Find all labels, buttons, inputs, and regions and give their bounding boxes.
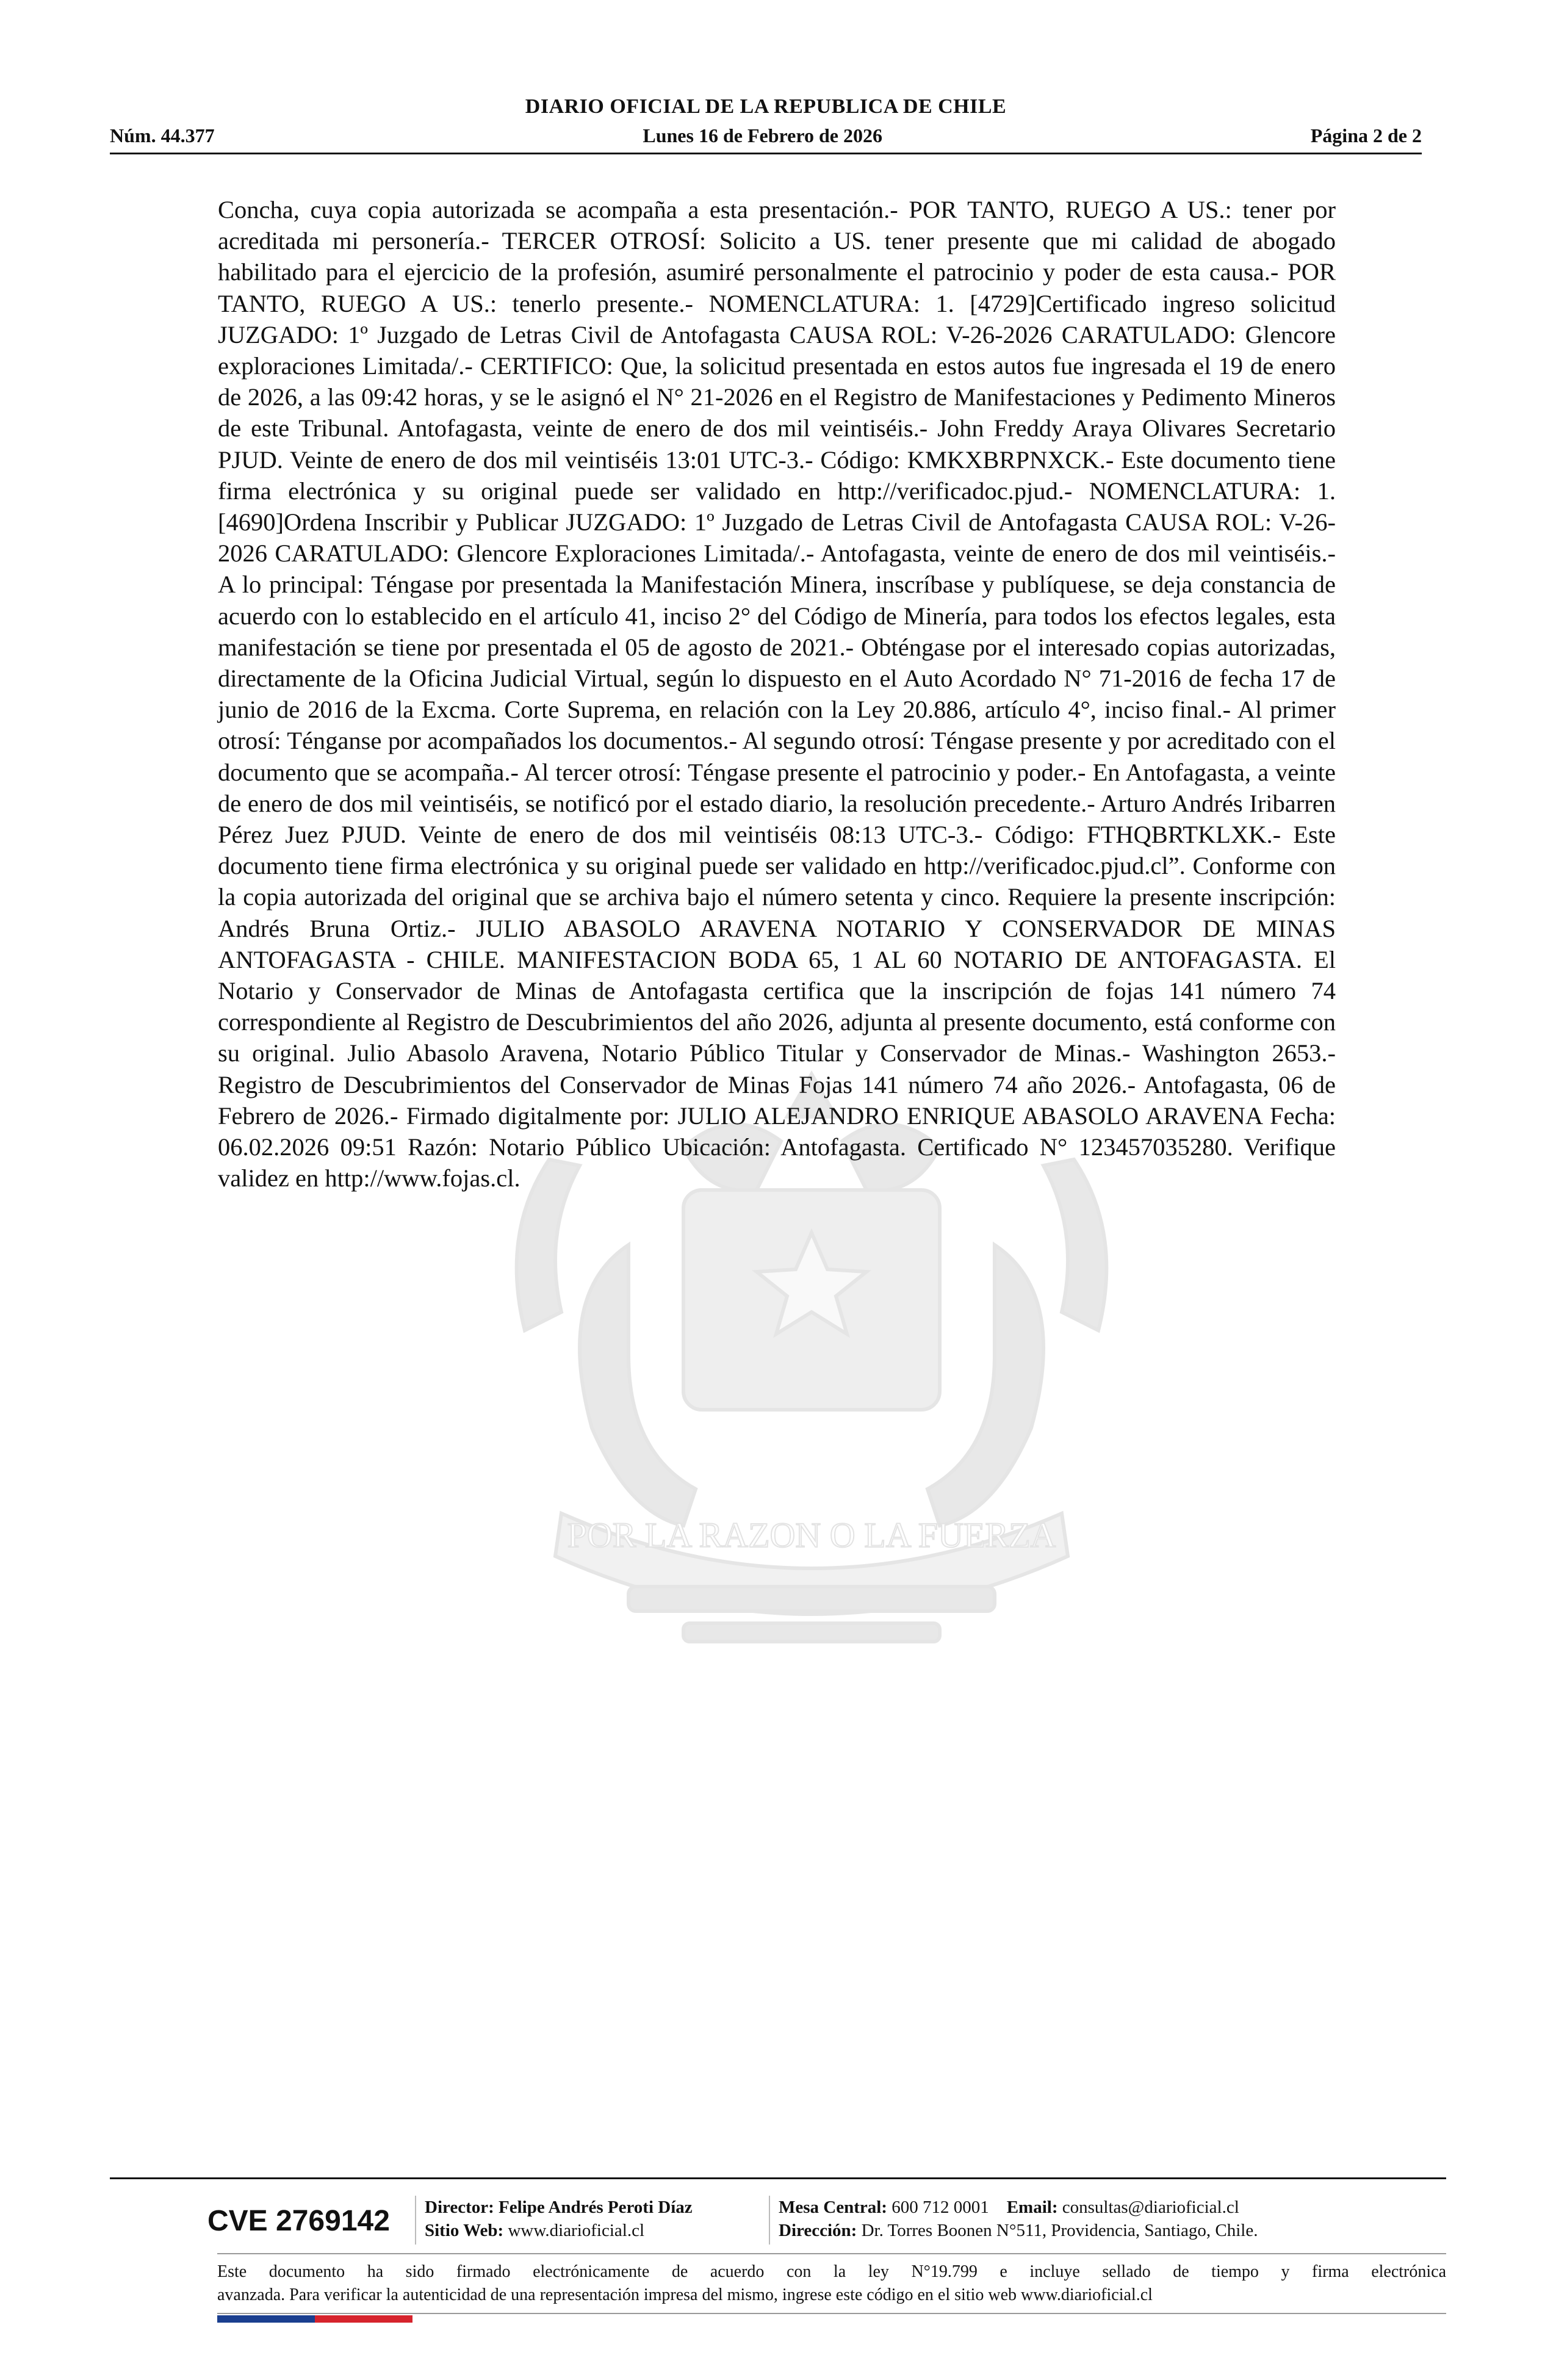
email-label: Email: [1006, 2198, 1058, 2217]
electronic-signature-notice [217, 2260, 1446, 2307]
director-block [425, 2196, 693, 2242]
notice-line-1: Este documento ha sido firmado electrónicamente de acuerdo con la ley N°19.799 e incluye sellado de tiempo y firma electrónica [217, 2262, 1446, 2281]
footer-divider [217, 2313, 1446, 2314]
issue-date: Lunes 16 de Febrero de 2026 [643, 124, 882, 146]
phone-number: 600 712 0001 [891, 2198, 989, 2217]
page-header [110, 92, 1422, 159]
footer-divider [217, 2253, 1446, 2254]
flag-stripe [217, 2315, 412, 2323]
header-divider [110, 153, 1422, 154]
page-number: Página 2 de 2 [1310, 124, 1422, 146]
phone-label: Mesa Central: [779, 2198, 887, 2217]
website-link[interactable]: www.diarioficial.cl [508, 2221, 645, 2240]
issue-number: Núm. 44.377 [110, 124, 215, 146]
director-label: Director: [425, 2198, 494, 2217]
document-body: Concha, cuya copia autorizada se acompaña a esta presentación.- POR TANTO, RUEGO A US.: tener por acreditada mi personería.- TERCER OTROSÍ: Solicito a US. tener presente que mi calidad de abogado habilitado para el ejercicio de la profesión, asumiré personalmente el patrocinio y poder de esta causa.- POR TANTO, RUEGO A US.: tenerlo presente.- NOMENCLATURA: 1. [4729]Certificado ingreso solicitud JUZGADO: 1º Juzgado de Letras Civil de Antofagasta CAUSA ROL: V-26-2026 CARATULADO: Glencore exploraciones Limitada/.- CERTIFICO: Que, la solicitud presentada en estos autos fue ingresada el 19 de enero de 2026, a las 09:42 horas, y se le asignó el N° 21-2026 en el Registro de Manifestaciones y Pedimento Mineros de este Tribunal. Antofagasta, veinte de enero de dos mil veintiséis.- John Freddy Araya Olivares Secretario PJUD. Veinte de enero de dos mil veintiséis 13:01 UTC-3.- Código: KMKXBRPNXCK.- Este documento tiene firma electrónica y su original puede ser validado en http://verificadoc.pjud.- NOMENCLATURA: 1. [4690]Ordena Inscribir y Publicar JUZGADO: 1º Juzgado de Letras Civil de Antofagasta CAUSA ROL: V-26-2026 CARATULADO: Glencore Exploraciones Limitada/.- Antofagasta, veinte de enero de dos mil veintiséis.- A lo principal: Téngase por presentada la Manifestación Minera, inscríbase y publíquese, se deja constancia de acuerdo con lo establecido en el artículo 41, inciso 2° del Código de Minería, para todos los efectos legales, esta manifestación se tiene por presentada el 05 de agosto de 2021.- Obténgase por el interesado copias autorizadas, directamente de la Oficina Judicial Virtual, según lo dispuesto en el Auto Acordado N° 71-2016 de fecha 17 de junio de 2016 de la Excma. Corte Suprema, en relación con la Ley 20.886, artículo 4°, inciso final.- Al primer otrosí: Ténganse por acompañados los documentos.- Al segundo otrosí: Téngase presente y por acreditado con el documento que se acompaña.- Al tercer otrosí: Téngase presente el patrocinio y poder.- En Antofagasta, a veinte de enero de dos mil veintiséis, se notificó por el estado diario, la resolución precedente.- Arturo Andrés Iribarren Pérez Juez PJUD. Veinte de enero de dos mil veintiséis 08:13 UTC-3.- Código: FTHQBRTKLXK.- Este documento tiene firma electrónica y su original puede ser validado en http://verificadoc.pjud.cl”. Conforme con la copia autorizada del original que se archiva bajo el número setenta y cinco. Requiere la presente inscripción: Andrés Bruna Ortiz.- JULIO ABASOLO ARAVENA NOTARIO Y CONSERVADOR DE MINAS ANTOFAGASTA - CHILE. MANIFESTACION BODA 65, 1 AL 60 NOTARIO DE ANTOFAGASTA. El Notario y Conservador de Minas de Antofagasta certifica que la inscripción de fojas 141 número 74 correspondiente al Registro de Descubrimientos del año 2026, adjunta al presente documento, está conforme con su original. Julio Abasolo Aravena, Notario Público Titular y Conservador de Minas.- Washington 2653.- Registro de Descubrimientos del Conservador de Minas Fojas 141 número 74 año 2026.- Antofagasta, 06 de Febrero de 2026.- Firmado digitalmente por: JULIO ALEJANDRO ENRIQUE ABASOLO ARAVENA Fecha: 06.02.2026 09:51 Razón: Notario Público Ubicación: Antofagasta. Certificado N° 123457035280. Verifique validez en http://www.fojas.cl. [218, 196, 1336, 1192]
flag-stripe-blue [217, 2315, 315, 2323]
director-name: Felipe Andrés Peroti Díaz [499, 2198, 693, 2217]
footer-separator [415, 2196, 416, 2245]
footer-divider [110, 2177, 1446, 2179]
address-label: Dirección: [779, 2221, 857, 2240]
flag-stripe-red [315, 2315, 412, 2323]
notice-line-2: avanzada. Para verificar la autenticidad de una representación impresa del mismo, ingrese este código en el sitio web www.diarioficial.cl [217, 2285, 1153, 2304]
publication-title: DIARIO OFICIAL DE LA REPUBLICA DE CHILE [525, 95, 1007, 118]
address-text: Dr. Torres Boonen N°511, Providencia, Santiago, Chile. [861, 2221, 1258, 2240]
cve-code: CVE 2769142 [207, 2205, 390, 2237]
website-label: Sitio Web: [425, 2221, 504, 2240]
email-link[interactable]: consultas@diarioficial.cl [1062, 2198, 1239, 2217]
watermark-motto: POR LA RAZON O LA FUERZA [567, 1515, 1056, 1555]
footer-separator [769, 2196, 770, 2245]
contact-block [779, 2196, 1258, 2242]
